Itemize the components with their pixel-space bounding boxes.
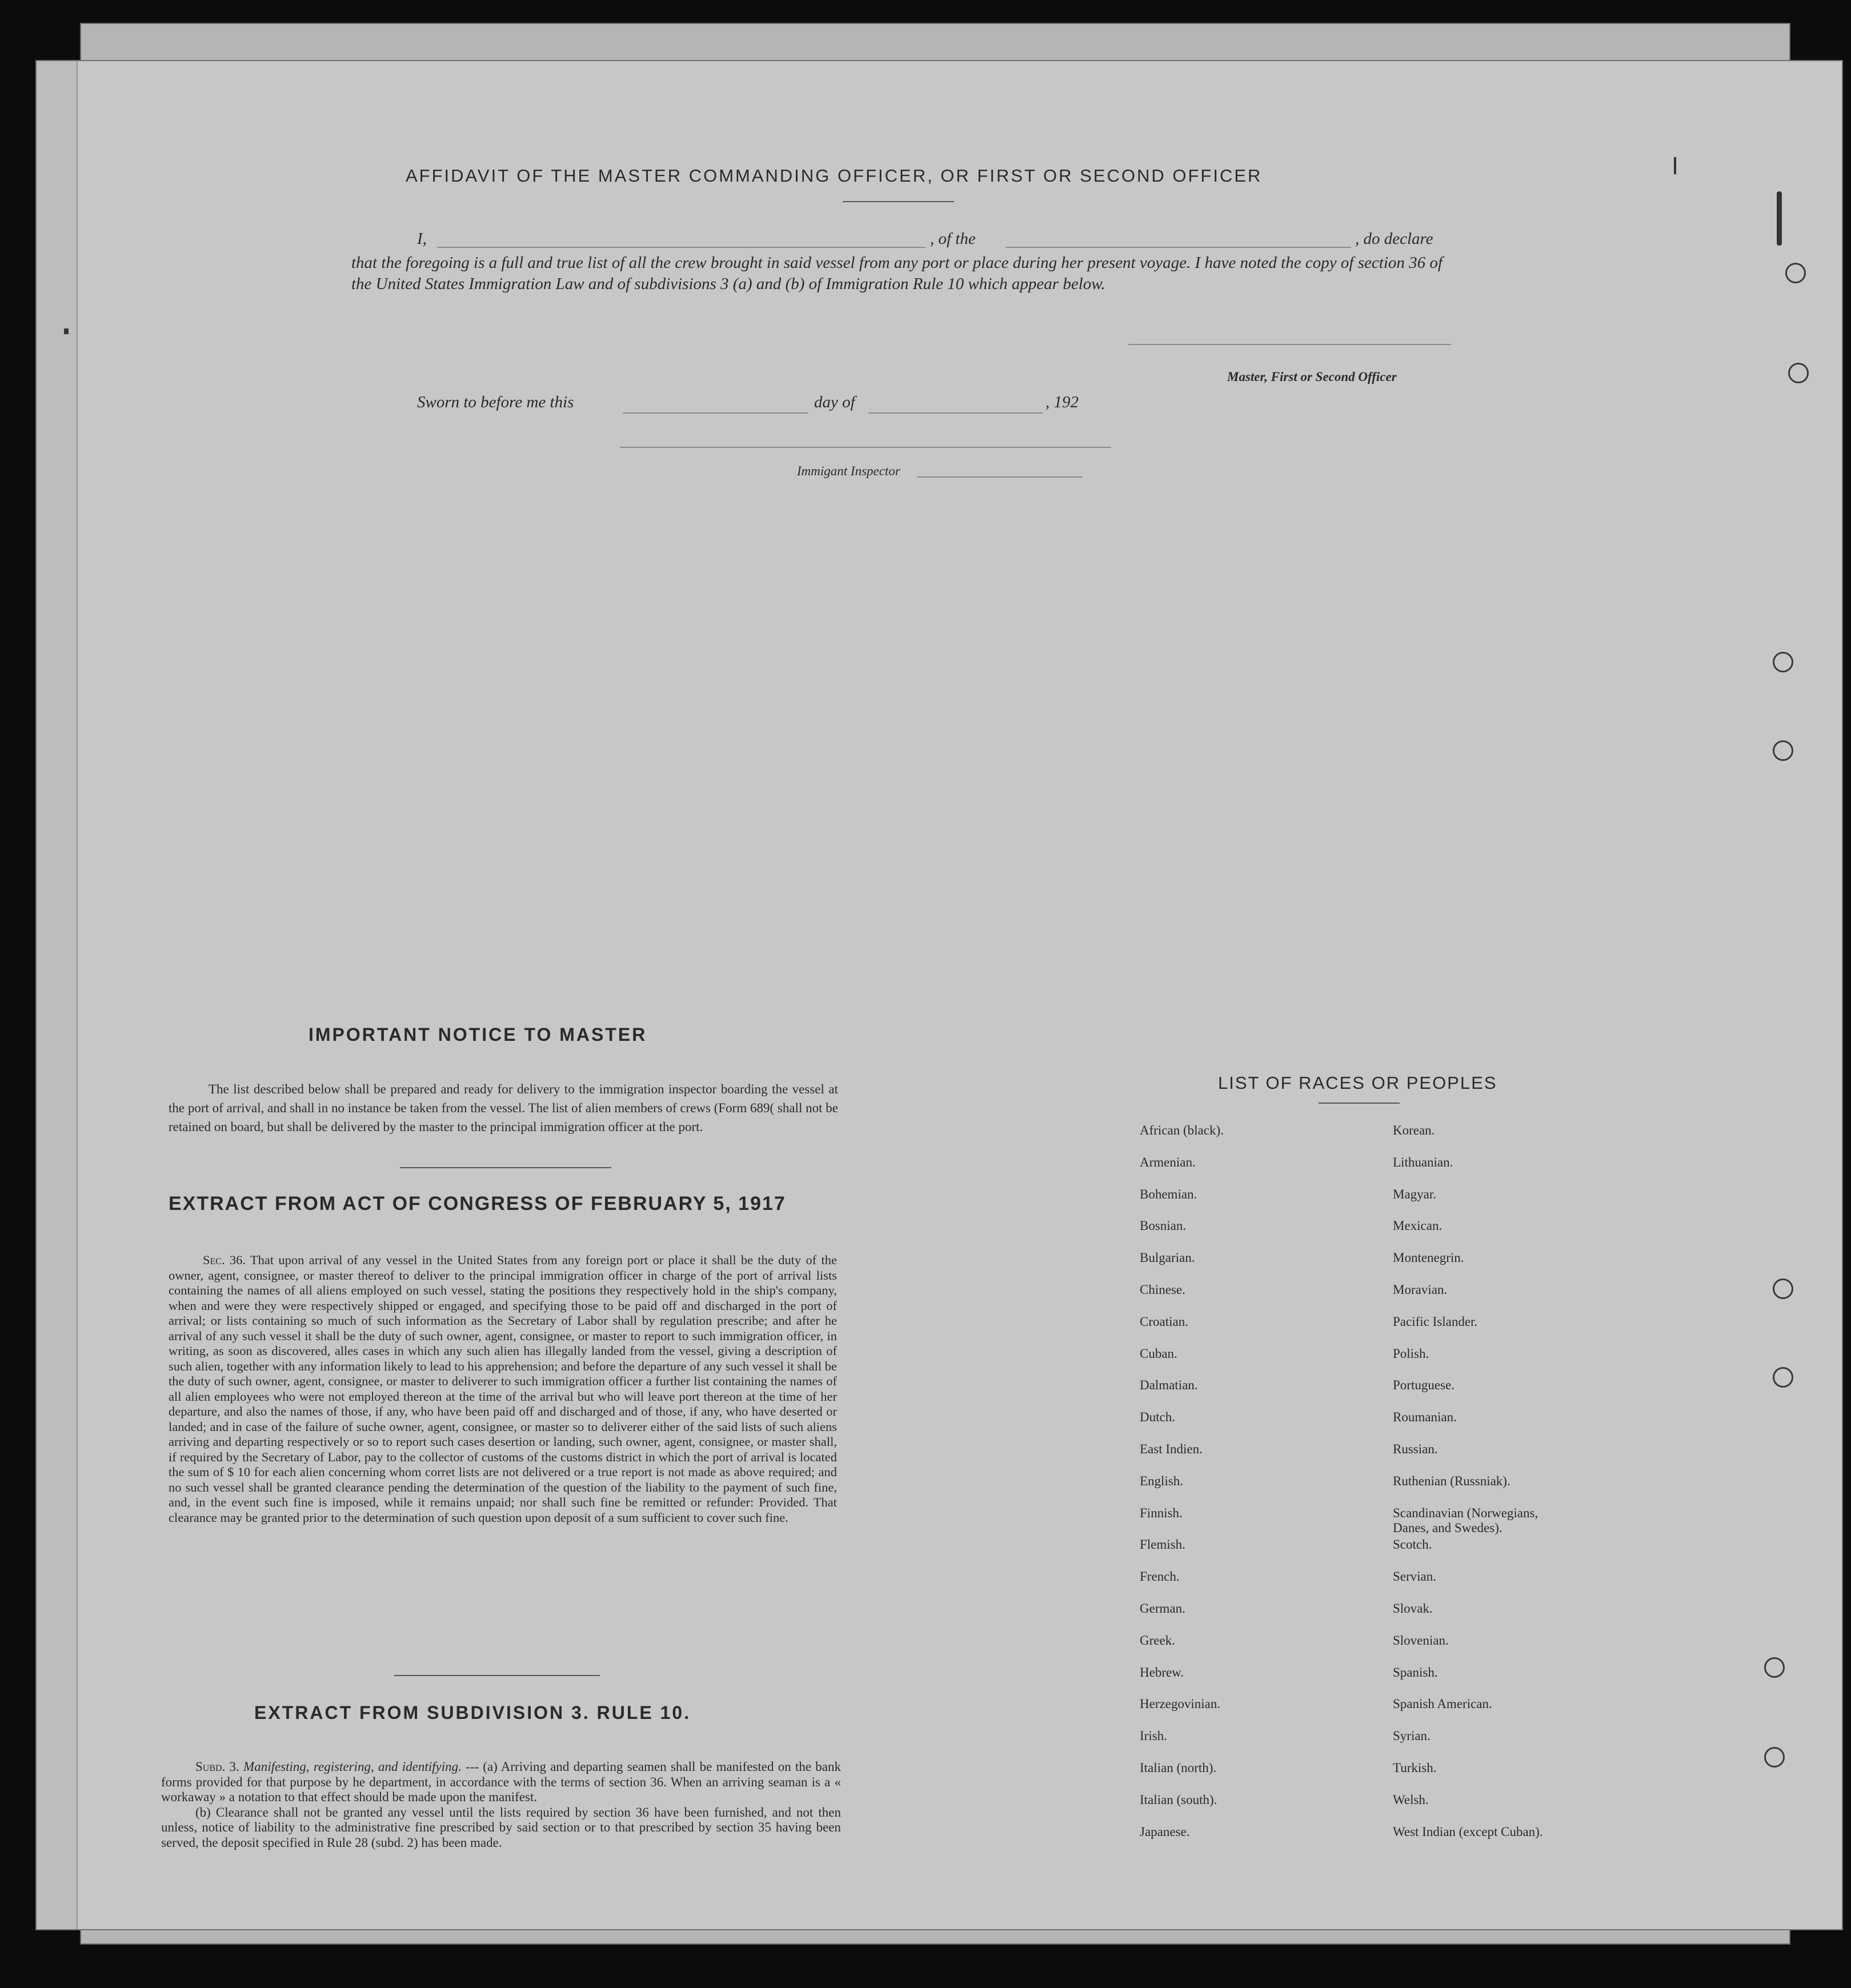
punch-hole xyxy=(1764,1657,1785,1678)
punch-hole xyxy=(1764,1747,1785,1767)
race-item: Servian. xyxy=(1393,1569,1437,1584)
page-binding-edge xyxy=(37,61,78,1929)
notice-text: The list described below shall be prepared and ready for delivery to the immigration inspector boarding the vessel at the port of arrival, and shall in no instance be taken from the vessel. The list of alien members of crews (Form 689( shall not be retained on board, but shall be delivered by the master to the principal immigration officer at the port. xyxy=(169,1082,838,1134)
subdivision-3-text xyxy=(161,1759,841,1850)
vessel-name-field[interactable] xyxy=(1005,247,1351,248)
declare-label: , do declare xyxy=(1355,230,1433,248)
race-item: East Indien. xyxy=(1140,1442,1203,1456)
act-divider xyxy=(394,1675,600,1676)
race-item: Finnish. xyxy=(1140,1505,1183,1520)
race-item: Scandinavian (Norwegians, Danes, and Swedes). xyxy=(1393,1505,1539,1535)
subd-label: Subd. 3. xyxy=(195,1759,239,1774)
inspector-signature-line[interactable] xyxy=(620,447,1111,448)
punch-hole xyxy=(1785,263,1806,283)
paragraph-a-text: --- (a) Arriving and departing seamen shall be manifested on the bank forms provided for that purpose by he department, in accordance with the terms of section 36. When an arriving seaman is a « workaway » a notation to that effect should be made upon the manifest. xyxy=(161,1759,841,1804)
race-item: Slovak. xyxy=(1393,1601,1433,1616)
race-item: Russian. xyxy=(1393,1442,1438,1456)
race-item: Irish. xyxy=(1140,1729,1167,1743)
affidavit-i-label: I, xyxy=(417,230,427,248)
race-item: Korean. xyxy=(1393,1123,1435,1137)
punch-hole xyxy=(1773,1367,1793,1388)
race-item: Scotch. xyxy=(1393,1537,1432,1552)
race-item: Flemish. xyxy=(1140,1537,1185,1552)
section-36-text: That upon arrival of any vessel in the United States from any foreign port or place it shall be the duty of the owner, agent, consignee, or master thereof to deliver to the principal immigration officer in charge of the port of arrival lists containing the names of all aliens employed on such vessel, stating the positions they respectively hold in the ship's company, when and were they were respectively shipped or engaged, and specifying those to be paid off and discharged in the port of arrival; or lists containing so much of such information as the Secretary of Labor shall by regulation prescribe; and after he arrival of any such vessel it shall be the duty of such owner, agent, consignee, or master to report to such immigration officer, in writing, as soon as discovered, alles cases in which any such alien has illegally landed from the vessel, giving a description of such alien, together with any information likely to lead to his apprehension; and before the departure of any such vessel it shall be the duty of such owner, agent, consignee, or master to deliverer to such immigration officer a further list containing the names of all alien employees who were not employed thereon at the time of the arrival but who will leave port thereon at the time of her departure, and also the names of those, if any, who have been paid off and discharged and of those, if any, who have deserted or landed; and in case of the failure of suche owner, agent, consignee, or master so to deliverer either of the said lists of such aliens arriving and departing respectively or so to report such cases desertion or landing, such owner, agent, consignee, or master shall, if required by the Secretary of Labor, pay to the collector of customs of the customs district in which the port of arrival is located the sum of $ 10 for each alien concerning whom corret lists are not delivered or a true report is not made as above required; and no such vessel shall be granted clearance pending the determination of the question of the liability to the payment of such fine, and, in the event such fine is imposed, while it remains unpaid; nor shall such fine be remitted or refunder: Provided. That clearance may be granted prior to the determination of such question upon deposit of a sum sufficient to cover such fine. xyxy=(169,1253,837,1525)
margin-mark xyxy=(1777,191,1782,246)
title-underline xyxy=(843,201,954,202)
race-item: Ruthenian (Russniak). xyxy=(1393,1473,1511,1488)
race-item: French. xyxy=(1140,1569,1180,1584)
sworn-day-label: day of xyxy=(814,393,855,411)
affidavit-title: AFFIDAVIT OF THE MASTER COMMANDING OFFICER, OR FIRST OR SECOND OFFICER xyxy=(406,166,1263,186)
race-item: German. xyxy=(1140,1601,1185,1616)
subd-title: Manifesting, registering, and identifying. xyxy=(243,1759,462,1774)
race-item: West Indian (except Cuban). xyxy=(1393,1824,1543,1839)
race-item: Portuguese. xyxy=(1393,1378,1455,1393)
act-section-36 xyxy=(169,1253,837,1525)
race-item: Magyar. xyxy=(1393,1187,1437,1201)
notice-heading: IMPORTANT NOTICE TO MASTER xyxy=(308,1024,647,1045)
sworn-day-field[interactable] xyxy=(623,412,808,414)
race-item: Croatian. xyxy=(1140,1314,1188,1329)
race-item: Chinese. xyxy=(1140,1282,1185,1297)
race-item: Italian (south). xyxy=(1140,1792,1217,1807)
inspector-label: Immigant Inspector xyxy=(797,464,900,478)
race-item: Bohemian. xyxy=(1140,1187,1197,1201)
officer-signature-label: Master, First or Second Officer xyxy=(1227,370,1397,384)
inspector-name-line[interactable] xyxy=(917,476,1083,478)
of-the-label: , of the xyxy=(930,230,976,248)
paragraph-b: (b) Clearance shall not be granted any vessel until the lists required by section 36 have been furnished, and not then unless, notice of liability to the administrative fine prescribed by said section or to that prescribed by section 35 having been served, the deposit specified in Rule 28 (subd. 2) has been made. xyxy=(161,1805,841,1850)
master-name-field[interactable] xyxy=(437,247,926,248)
race-item: Greek. xyxy=(1140,1633,1175,1648)
race-item: Montenegrin. xyxy=(1393,1250,1464,1265)
notice-divider xyxy=(400,1167,611,1168)
margin-mark xyxy=(64,328,69,334)
race-item: Pacific Islander. xyxy=(1393,1314,1478,1329)
race-item: Italian (north). xyxy=(1140,1761,1217,1775)
punch-hole xyxy=(1773,740,1793,761)
race-item: African (black). xyxy=(1140,1123,1224,1137)
race-item: Syrian. xyxy=(1393,1729,1431,1743)
race-item: Cuban. xyxy=(1140,1346,1177,1361)
races-underline xyxy=(1319,1103,1400,1104)
race-item: Roumanian. xyxy=(1393,1410,1457,1425)
race-item: Turkish. xyxy=(1393,1761,1437,1775)
paragraph-a xyxy=(161,1759,841,1805)
punch-hole xyxy=(1773,652,1793,672)
punch-hole xyxy=(1773,1278,1793,1299)
rule-heading: EXTRACT FROM SUBDIVISION 3. RULE 10. xyxy=(254,1702,691,1723)
races-title: LIST OF RACES OR PEOPLES xyxy=(1218,1073,1497,1093)
race-item: Armenian. xyxy=(1140,1155,1196,1169)
race-item: Welsh. xyxy=(1393,1792,1429,1807)
race-item: Slovenian. xyxy=(1393,1633,1449,1648)
sworn-prefix: Sworn to before me this xyxy=(417,393,574,411)
race-item: English. xyxy=(1140,1473,1184,1488)
race-item: Bulgarian. xyxy=(1140,1250,1195,1265)
race-item: Hebrew. xyxy=(1140,1665,1184,1680)
race-item: Herzegovinian. xyxy=(1140,1697,1221,1712)
punch-hole xyxy=(1788,363,1809,383)
act-heading: EXTRACT FROM ACT OF CONGRESS OF FEBRUARY 5, 1917 xyxy=(169,1193,786,1215)
officer-signature-line[interactable] xyxy=(1128,344,1451,345)
section-label: Sec. 36. xyxy=(203,1253,246,1267)
race-item: Mexican. xyxy=(1393,1219,1443,1233)
sworn-year-label: , 192 xyxy=(1045,393,1079,411)
form-page xyxy=(35,60,1843,1930)
affidavit-statement: that the foregoing is a full and true list of all the crew brought in said vessel from any port or place during her present voyage. I have noted the copy of section 36 of the United States Immigration Law and of subdivisions 3 (a) and (b) of Immigration Rule 10 which appear below. xyxy=(351,254,1443,293)
race-item: Dutch. xyxy=(1140,1410,1175,1425)
race-item: Lithuanian. xyxy=(1393,1155,1453,1169)
race-item: Moravian. xyxy=(1393,1282,1448,1297)
race-item: Spanish. xyxy=(1393,1665,1438,1680)
margin-mark xyxy=(1674,157,1676,174)
sworn-month-field[interactable] xyxy=(868,412,1043,414)
race-item: Polish. xyxy=(1393,1346,1429,1361)
race-item: Spanish American. xyxy=(1393,1697,1492,1712)
race-item: Dalmatian. xyxy=(1140,1378,1198,1393)
race-item: Bosnian. xyxy=(1140,1219,1187,1233)
race-item: Japanese. xyxy=(1140,1824,1190,1839)
